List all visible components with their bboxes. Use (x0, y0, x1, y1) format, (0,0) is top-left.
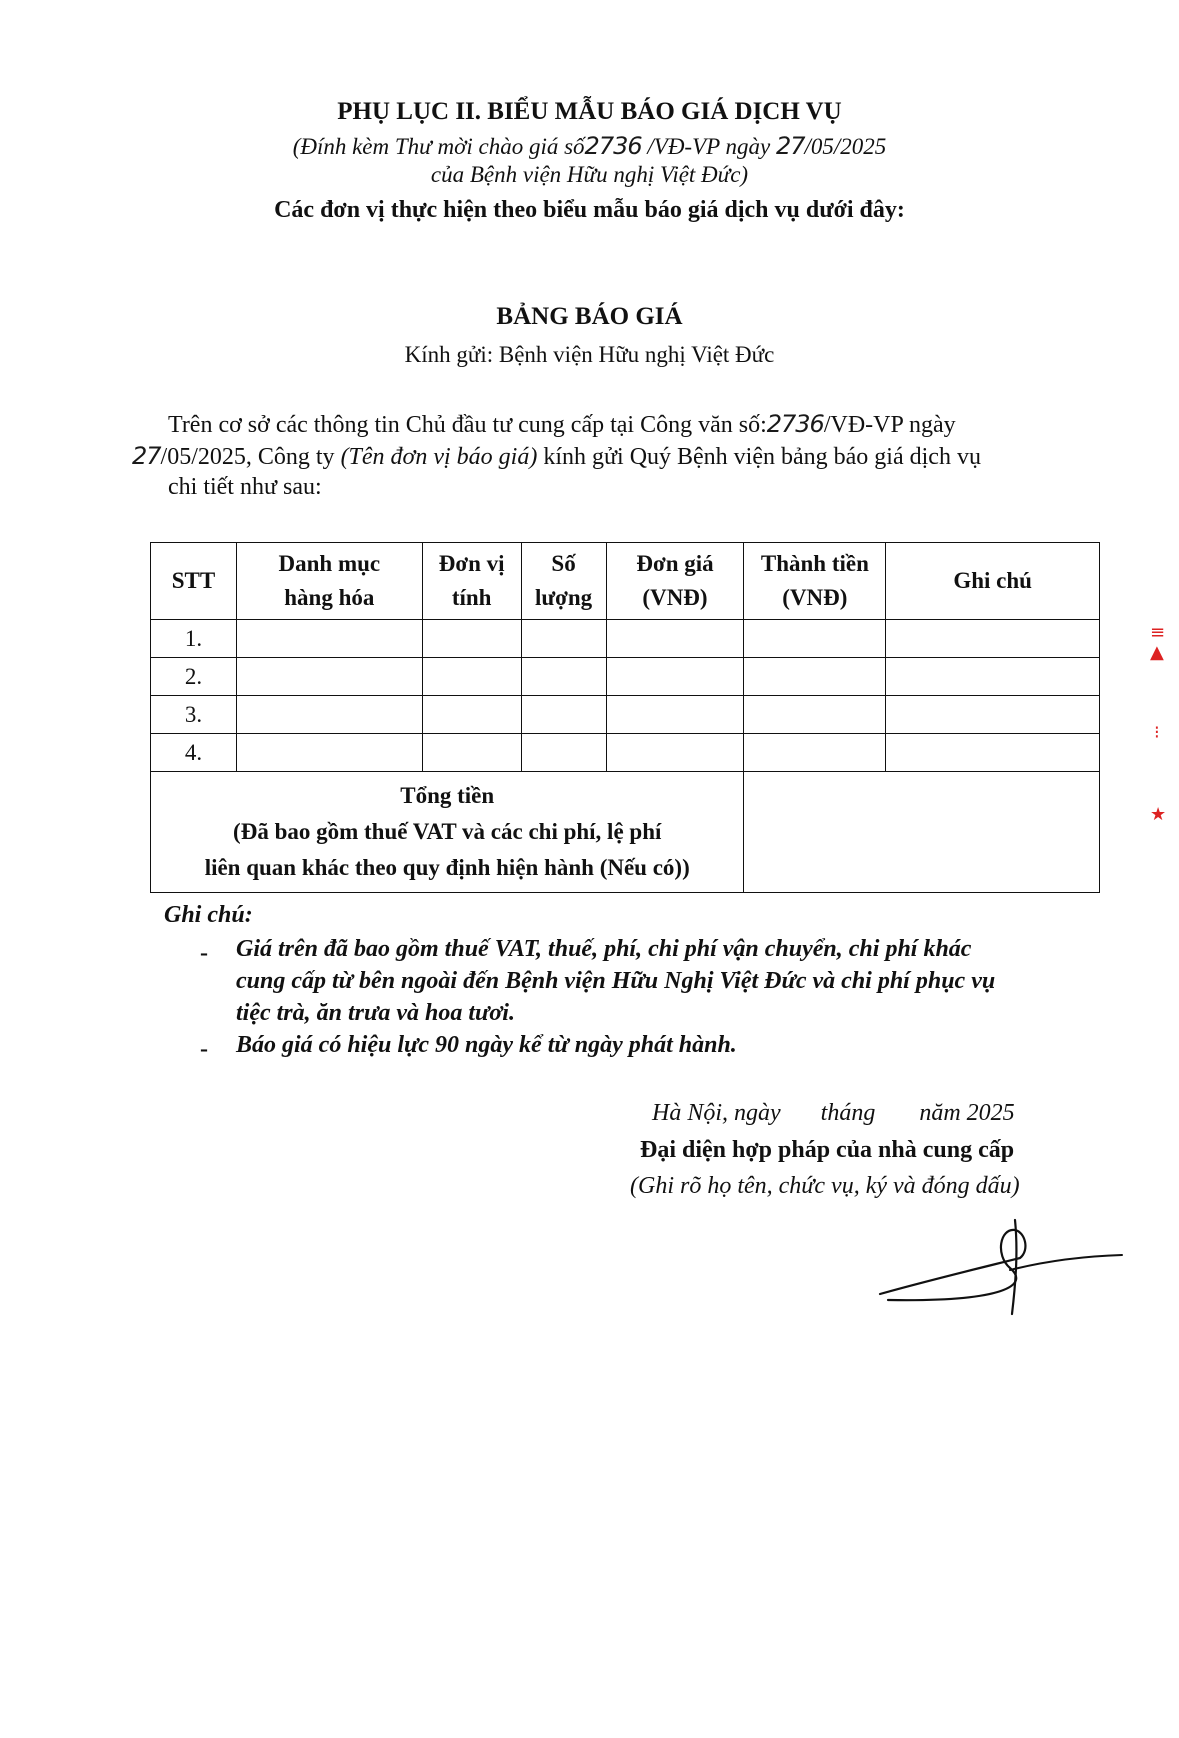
header-unit-line: tính (451, 585, 492, 610)
notes-title: Ghi chú: (164, 902, 253, 928)
cell-unit (422, 696, 521, 734)
total-label-line: liên quan khác theo quy định hiện hành (Nếu có)) (204, 855, 690, 880)
header-note: Ghi chú (886, 543, 1100, 620)
handwritten-day: 27 (132, 442, 161, 470)
table-total-row (151, 772, 1100, 893)
intro-text: /VĐ-VP ngày (823, 412, 956, 438)
total-value-cell (744, 772, 1100, 893)
intro-text: kính gửi Quý Bệnh viện bảng báo giá dịch vụ (537, 444, 981, 470)
date-month: tháng (820, 1100, 876, 1126)
header-unit-line: Đơn vị (438, 551, 505, 576)
cell-amount (744, 658, 886, 696)
header-unit (422, 543, 521, 620)
cell-quantity (521, 658, 606, 696)
date-year: năm 2025 (919, 1100, 1015, 1126)
cell-unit-price (606, 620, 744, 658)
handwritten-letter-number: 2736 (584, 132, 642, 160)
stamp-fragment-icon: ≡ (1150, 622, 1166, 643)
quote-table (150, 542, 1100, 893)
cell-amount (744, 620, 886, 658)
attachment-reference (0, 132, 1179, 160)
header-amount (744, 543, 886, 620)
stamp-fragment-icon: ▲ (1150, 642, 1164, 663)
note-2: Báo giá có hiệu lực 90 ngày kể từ ngày phát hành. (236, 1032, 737, 1058)
cell-quantity (521, 620, 606, 658)
stamp-star-icon: ★ (1150, 804, 1167, 825)
note-1-line-2: cung cấp từ bên ngoài đến Bệnh viện Hữu Nghị Việt Đức và chi phí phục vụ (236, 968, 996, 994)
cell-unit (422, 658, 521, 696)
cell-note (886, 734, 1100, 772)
signatory-role: Đại diện hợp pháp của nhà cung cấp (640, 1137, 1015, 1163)
handwritten-letter-number: 2736 (766, 410, 824, 438)
attachment-suffix: /05/2025 (804, 134, 887, 159)
header-unit-price-line: Đơn giá (636, 551, 714, 576)
intro-text: /05/2025, Công ty (160, 444, 341, 470)
handwritten-day: 27 (775, 132, 805, 160)
bullet-dash: - (200, 1036, 208, 1062)
header-quantity (521, 543, 606, 620)
cell-item (236, 658, 422, 696)
total-label-line: Tổng tiền (400, 783, 495, 808)
note-1-line-3: tiệc trà, ăn trưa và hoa tươi. (236, 1000, 515, 1026)
header-quantity-line: Số (551, 551, 576, 576)
cell-amount (744, 696, 886, 734)
cell-quantity (521, 734, 606, 772)
intro-line-2 (132, 442, 981, 471)
table-row (151, 696, 1100, 734)
instruction-text: Các đơn vị thực hiện theo biểu mẫu báo giá dịch vụ dưới đây: (274, 197, 905, 223)
cell-item (236, 734, 422, 772)
cell-unit-price (606, 696, 744, 734)
intro-line-1 (168, 410, 956, 439)
header-item-line: hàng hóa (284, 585, 375, 610)
header-unit-price-line: (VNĐ) (642, 585, 708, 610)
signature-instruction: (Ghi rõ họ tên, chức vụ, ký và đóng dấu) (630, 1173, 1020, 1199)
stamp-fragment-icon: ⁝ (1154, 722, 1160, 743)
row-number: 3. (151, 696, 237, 734)
cell-item (236, 620, 422, 658)
attachment-mid: /VĐ-VP ngày (647, 134, 771, 159)
row-number: 1. (151, 620, 237, 658)
total-label (151, 772, 744, 893)
date-place: Hà Nội, ngày (652, 1100, 781, 1126)
attachment-issuer: của Bệnh viện Hữu nghị Việt Đức) (430, 162, 749, 187)
cell-note (886, 696, 1100, 734)
header-amount-line: Thành tiền (760, 551, 869, 576)
cell-note (886, 658, 1100, 696)
header-quantity-line: lượng (534, 585, 593, 610)
cell-unit-price (606, 658, 744, 696)
intro-line-3: chi tiết như sau: (168, 474, 322, 500)
header-unit-price (606, 543, 744, 620)
cell-amount (744, 734, 886, 772)
header-item (236, 543, 422, 620)
table-row (151, 658, 1100, 696)
table-row (151, 734, 1100, 772)
quote-title: BẢNG BÁO GIÁ (496, 303, 683, 330)
table-header-row (151, 543, 1100, 620)
bullet-dash: - (200, 940, 208, 966)
appendix-title: PHỤ LỤC II. BIỂU MẪU BÁO GIÁ DỊCH VỤ (337, 98, 842, 125)
cell-item (236, 696, 422, 734)
row-number: 2. (151, 658, 237, 696)
header-stt: STT (151, 543, 237, 620)
cell-unit (422, 734, 521, 772)
cell-quantity (521, 696, 606, 734)
intro-text: Trên cơ sở các thông tin Chủ đầu tư cung cấp tại Công văn số: (168, 412, 767, 438)
cell-unit-price (606, 734, 744, 772)
recipient-line: Kính gửi: Bệnh viện Hữu nghị Việt Đức (404, 342, 775, 367)
row-number: 4. (151, 734, 237, 772)
attachment-prefix: (Đính kèm Thư mời chào giá số (292, 134, 585, 159)
total-label-line: (Đã bao gồm thuế VAT và các chi phí, lệ phí (233, 819, 662, 844)
header-item-line: Danh mục (278, 551, 381, 576)
header-amount-line: (VNĐ) (782, 585, 848, 610)
cell-note (886, 620, 1100, 658)
table-row (151, 620, 1100, 658)
signature-date-line (652, 1100, 1015, 1127)
handwritten-signature (860, 1210, 1130, 1320)
note-1-line-1: Giá trên đã bao gồm thuế VAT, thuế, phí, chi phí vận chuyển, chi phí khác (236, 936, 972, 962)
company-placeholder: (Tên đơn vị báo giá) (340, 444, 538, 470)
cell-unit (422, 620, 521, 658)
